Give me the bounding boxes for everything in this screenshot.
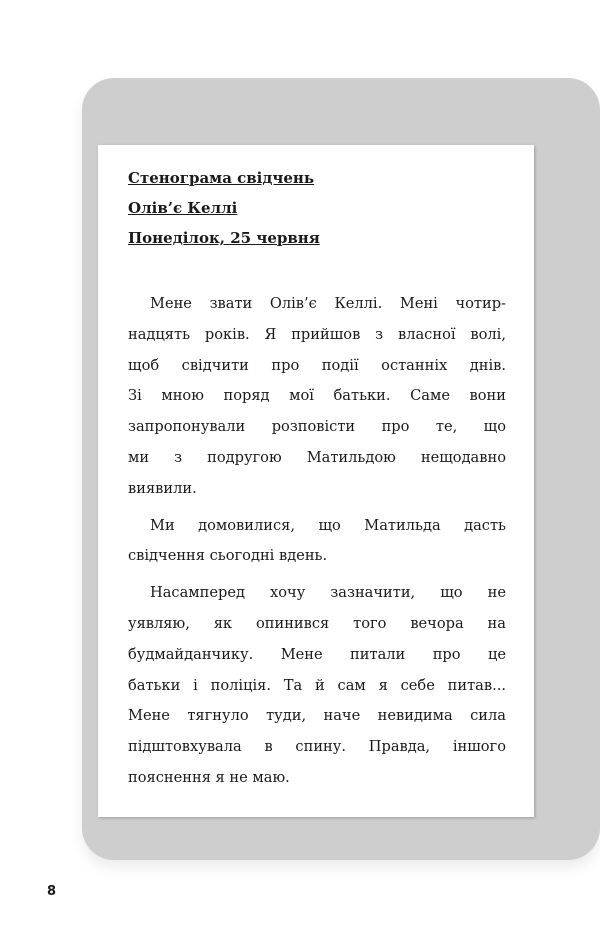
paragraph: [128, 289, 506, 505]
transcript-body: [128, 289, 506, 800]
paragraph: [128, 511, 506, 573]
text-line: надцять років. Я прийшов з власної волі,: [128, 325, 506, 343]
text-line: батьки і поліція. Та й сам я себе питав...: [128, 676, 506, 694]
text-line: запропонували розповісти про те, що: [128, 418, 506, 436]
text-line: уявляю, як опинився того вечора на: [128, 614, 506, 632]
text-line: пояснення я не маю.: [128, 768, 290, 786]
text-line: Мене тягнуло туди, наче невидима сила: [128, 707, 506, 725]
text-line: ми з подругою Матильдою нещодавно: [128, 448, 506, 466]
heading-title: Стенограма свідчень: [128, 169, 315, 187]
page-number: 8: [47, 884, 57, 899]
text-line: Мене звати Олів’є Келлі. Мені чотир-: [150, 295, 506, 312]
text-line: щоб свідчити про події останніх днів.: [128, 356, 506, 374]
text-line: Насамперед хочу зазначити, що не: [150, 584, 506, 602]
text-line: свідчення сьогодні вдень.: [128, 547, 328, 565]
paragraph: [128, 578, 506, 794]
text-line: Ми домовилися, що Матильда дасть: [150, 516, 506, 534]
text-line: Зі мною поряд мої батьки. Саме вони: [128, 387, 506, 405]
transcript-heading: [128, 163, 320, 253]
heading-date: Понеділок, 25 червня: [128, 229, 320, 247]
heading-name: Олів’є Келлі: [128, 199, 238, 217]
text-line: виявили.: [128, 479, 197, 497]
text-line: будмайданчику. Мене питали про це: [128, 645, 506, 663]
text-line: підштовхувала в спину. Правда, іншого: [128, 738, 506, 756]
transcript-sheet: [98, 145, 534, 817]
